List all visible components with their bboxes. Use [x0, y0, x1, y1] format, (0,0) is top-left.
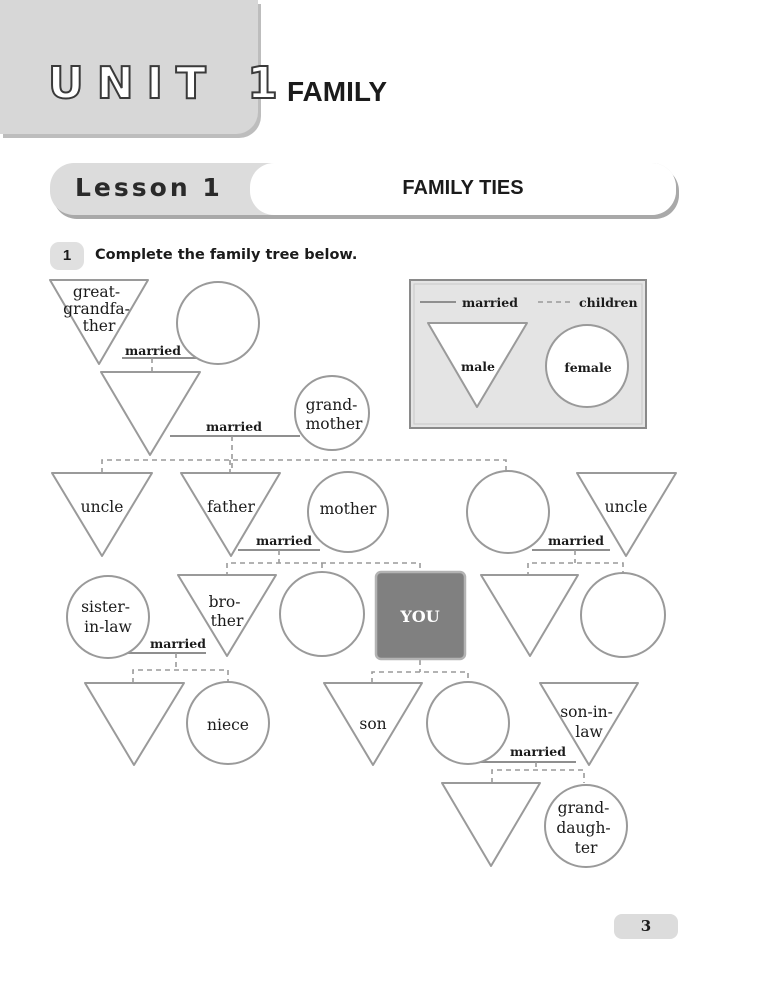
exercise-instruction: Complete the family tree below.: [95, 247, 358, 263]
grandmother-label: grand- mother: [305, 396, 363, 433]
child-links-son-in-law: [492, 770, 584, 783]
unit-label: UNIT 1: [48, 58, 291, 109]
lesson-title: FAMILY TIES: [402, 177, 524, 199]
child-links-grandparents: [102, 460, 506, 473]
cousin-triangle: [481, 575, 578, 656]
sister-in-law-label: sister- in-law: [81, 598, 132, 636]
married-label: married: [510, 744, 566, 759]
legend-box: [410, 280, 646, 428]
daughter-circle: [427, 682, 509, 764]
child-links-you: [372, 672, 468, 683]
unit-title: FAMILY: [287, 76, 388, 107]
uncle-right-label: uncle: [604, 498, 648, 516]
married-label: married: [256, 533, 312, 548]
cousin-circle: [581, 573, 665, 657]
aunt-circle: [467, 471, 549, 553]
great-grandfather-label: great- grandfa- ther: [63, 283, 130, 335]
legend-children-label: children: [579, 295, 638, 310]
sister-in-law-circle: [67, 576, 149, 658]
child-links-brother: [133, 670, 228, 683]
legend-married-label: married: [462, 295, 518, 310]
legend-female-label: female: [564, 360, 612, 375]
married-label: married: [206, 419, 262, 434]
page-number: 3: [614, 914, 678, 939]
mother-label: mother: [319, 500, 377, 518]
married-label: married: [125, 343, 181, 358]
grandson-triangle: [442, 783, 540, 866]
sibling-circle: [280, 572, 364, 656]
married-label: married: [548, 533, 604, 548]
legend-male-label: male: [460, 359, 496, 374]
son-in-law-label: son-in- law: [560, 703, 613, 741]
granddaughter-label: grand- daugh- ter: [556, 799, 611, 857]
grandfather-triangle: [101, 372, 200, 455]
married-label: married: [150, 636, 206, 651]
nephew-triangle: [85, 683, 184, 765]
niece-label: niece: [207, 716, 249, 734]
you-label: YOU: [400, 607, 440, 626]
father-label: father: [207, 498, 255, 516]
great-grandmother-circle: [177, 282, 259, 364]
uncle-left-label: uncle: [80, 498, 124, 516]
exercise-number: 1: [50, 242, 84, 270]
lesson-label: Lesson 1: [75, 173, 223, 202]
brother-label: bro- ther: [208, 593, 244, 630]
son-label: son: [359, 715, 387, 733]
